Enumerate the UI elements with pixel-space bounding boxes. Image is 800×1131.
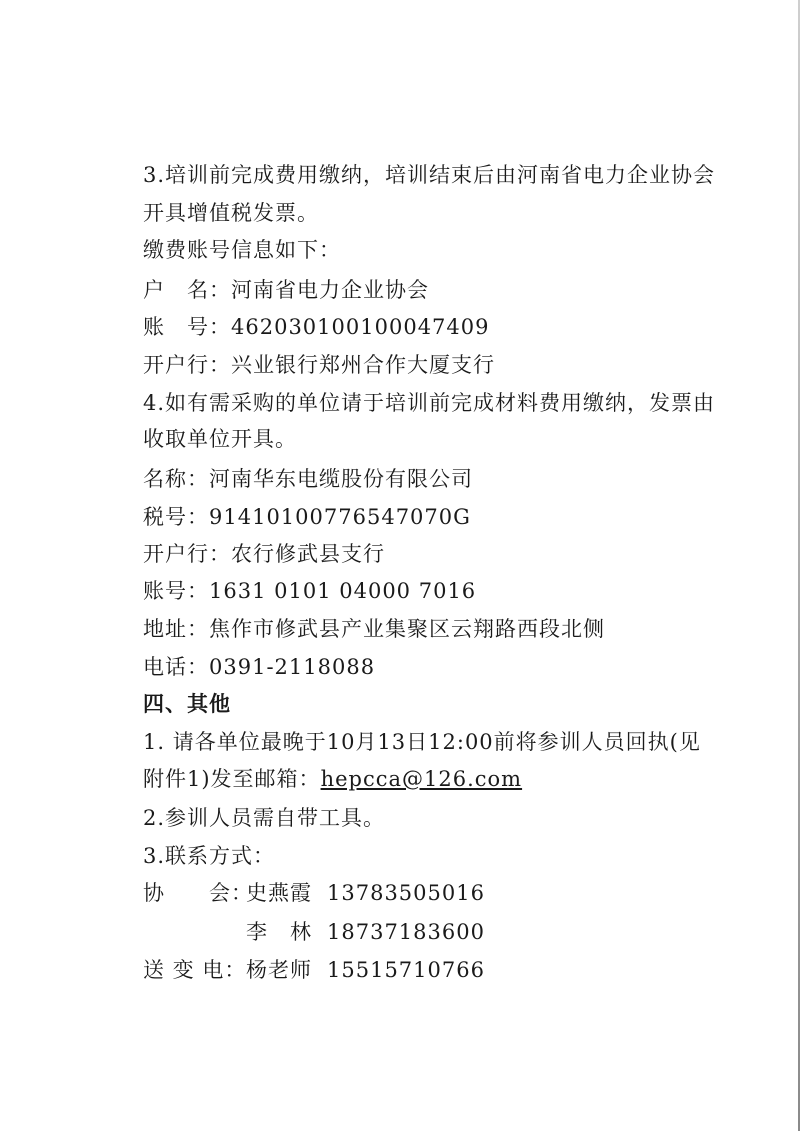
address-value: 焦作市修武县产业集聚区云翔路西段北侧: [209, 617, 605, 641]
account-number-value: 462030100100047409: [231, 315, 490, 339]
bank-row: [143, 351, 495, 379]
account-name-label: 户 名：: [143, 278, 231, 302]
other-item-1-line-1: 1. 请各单位最晚于10月13日12:00前将参训人员回执(见: [143, 730, 701, 754]
account-name-value: 河南省电力企业协会: [231, 278, 429, 302]
contact-phone: 18737183600: [327, 920, 485, 944]
other-item-2: 2.参训人员需自带工具。: [143, 806, 386, 830]
contact-row: [143, 956, 703, 984]
phone-row: [143, 653, 375, 681]
company-name-label: 名称：: [143, 467, 209, 491]
company-name-value: 河南华东电缆股份有限公司: [209, 467, 473, 491]
company-bank-row: [143, 540, 385, 568]
contact-name: 杨老师: [246, 958, 312, 982]
other-item-1-prefix: 附件1)发至邮箱：: [143, 767, 321, 791]
contact-row: [143, 918, 703, 946]
account-number-row: [143, 313, 490, 341]
bank-value: 兴业银行郑州合作大厦支行: [231, 353, 495, 377]
contact-row: [143, 879, 703, 907]
phone-value: 0391-2118088: [209, 655, 376, 679]
address-row: [143, 615, 605, 643]
phone-label: 电话：: [143, 655, 209, 679]
contact-phone: 13783505016: [327, 881, 485, 905]
payment-item-3-line-2: 开具增值税发票。: [143, 201, 319, 225]
contact-name: 史燕霞: [246, 881, 312, 905]
contact-phone: 15515710766: [327, 958, 485, 982]
company-account-label: 账号：: [143, 579, 209, 603]
company-name-row: [143, 465, 473, 493]
payment-item-4-line-1: 4.如有需采购的单位请于培训前完成材料费用缴纳，发票由: [143, 391, 716, 415]
company-account-row: [143, 577, 476, 605]
section-heading-other: 四、其他: [143, 691, 231, 716]
account-name-row: [143, 276, 429, 304]
contact-org: 协 会：: [143, 881, 253, 905]
payment-item-3-line-1: 3.培训前完成费用缴纳，培训结束后由河南省电力企业协会: [143, 163, 716, 187]
contact-org: 送 变 电：: [143, 958, 247, 982]
payment-item-4-line-2: 收取单位开具。: [143, 427, 297, 451]
tax-number-value: 91410100776547070G: [209, 505, 471, 529]
other-item-3: 3.联系方式：: [143, 844, 276, 868]
company-bank-label: 开户行：: [143, 542, 231, 566]
address-label: 地址：: [143, 617, 209, 641]
tax-number-label: 税号：: [143, 505, 209, 529]
contact-name: 李 林: [246, 920, 312, 944]
account-intro: 缴费账号信息如下：: [143, 238, 341, 262]
company-account-value: 1631 0101 04000 7016: [209, 579, 477, 603]
bank-label: 开户行：: [143, 353, 231, 377]
tax-number-row: [143, 503, 471, 531]
account-number-label: 账 号：: [143, 315, 231, 339]
company-bank-value: 农行修武县支行: [231, 542, 385, 566]
email-link[interactable]: hepcca@126.com: [320, 767, 523, 791]
other-item-1-line-2: [143, 765, 522, 793]
